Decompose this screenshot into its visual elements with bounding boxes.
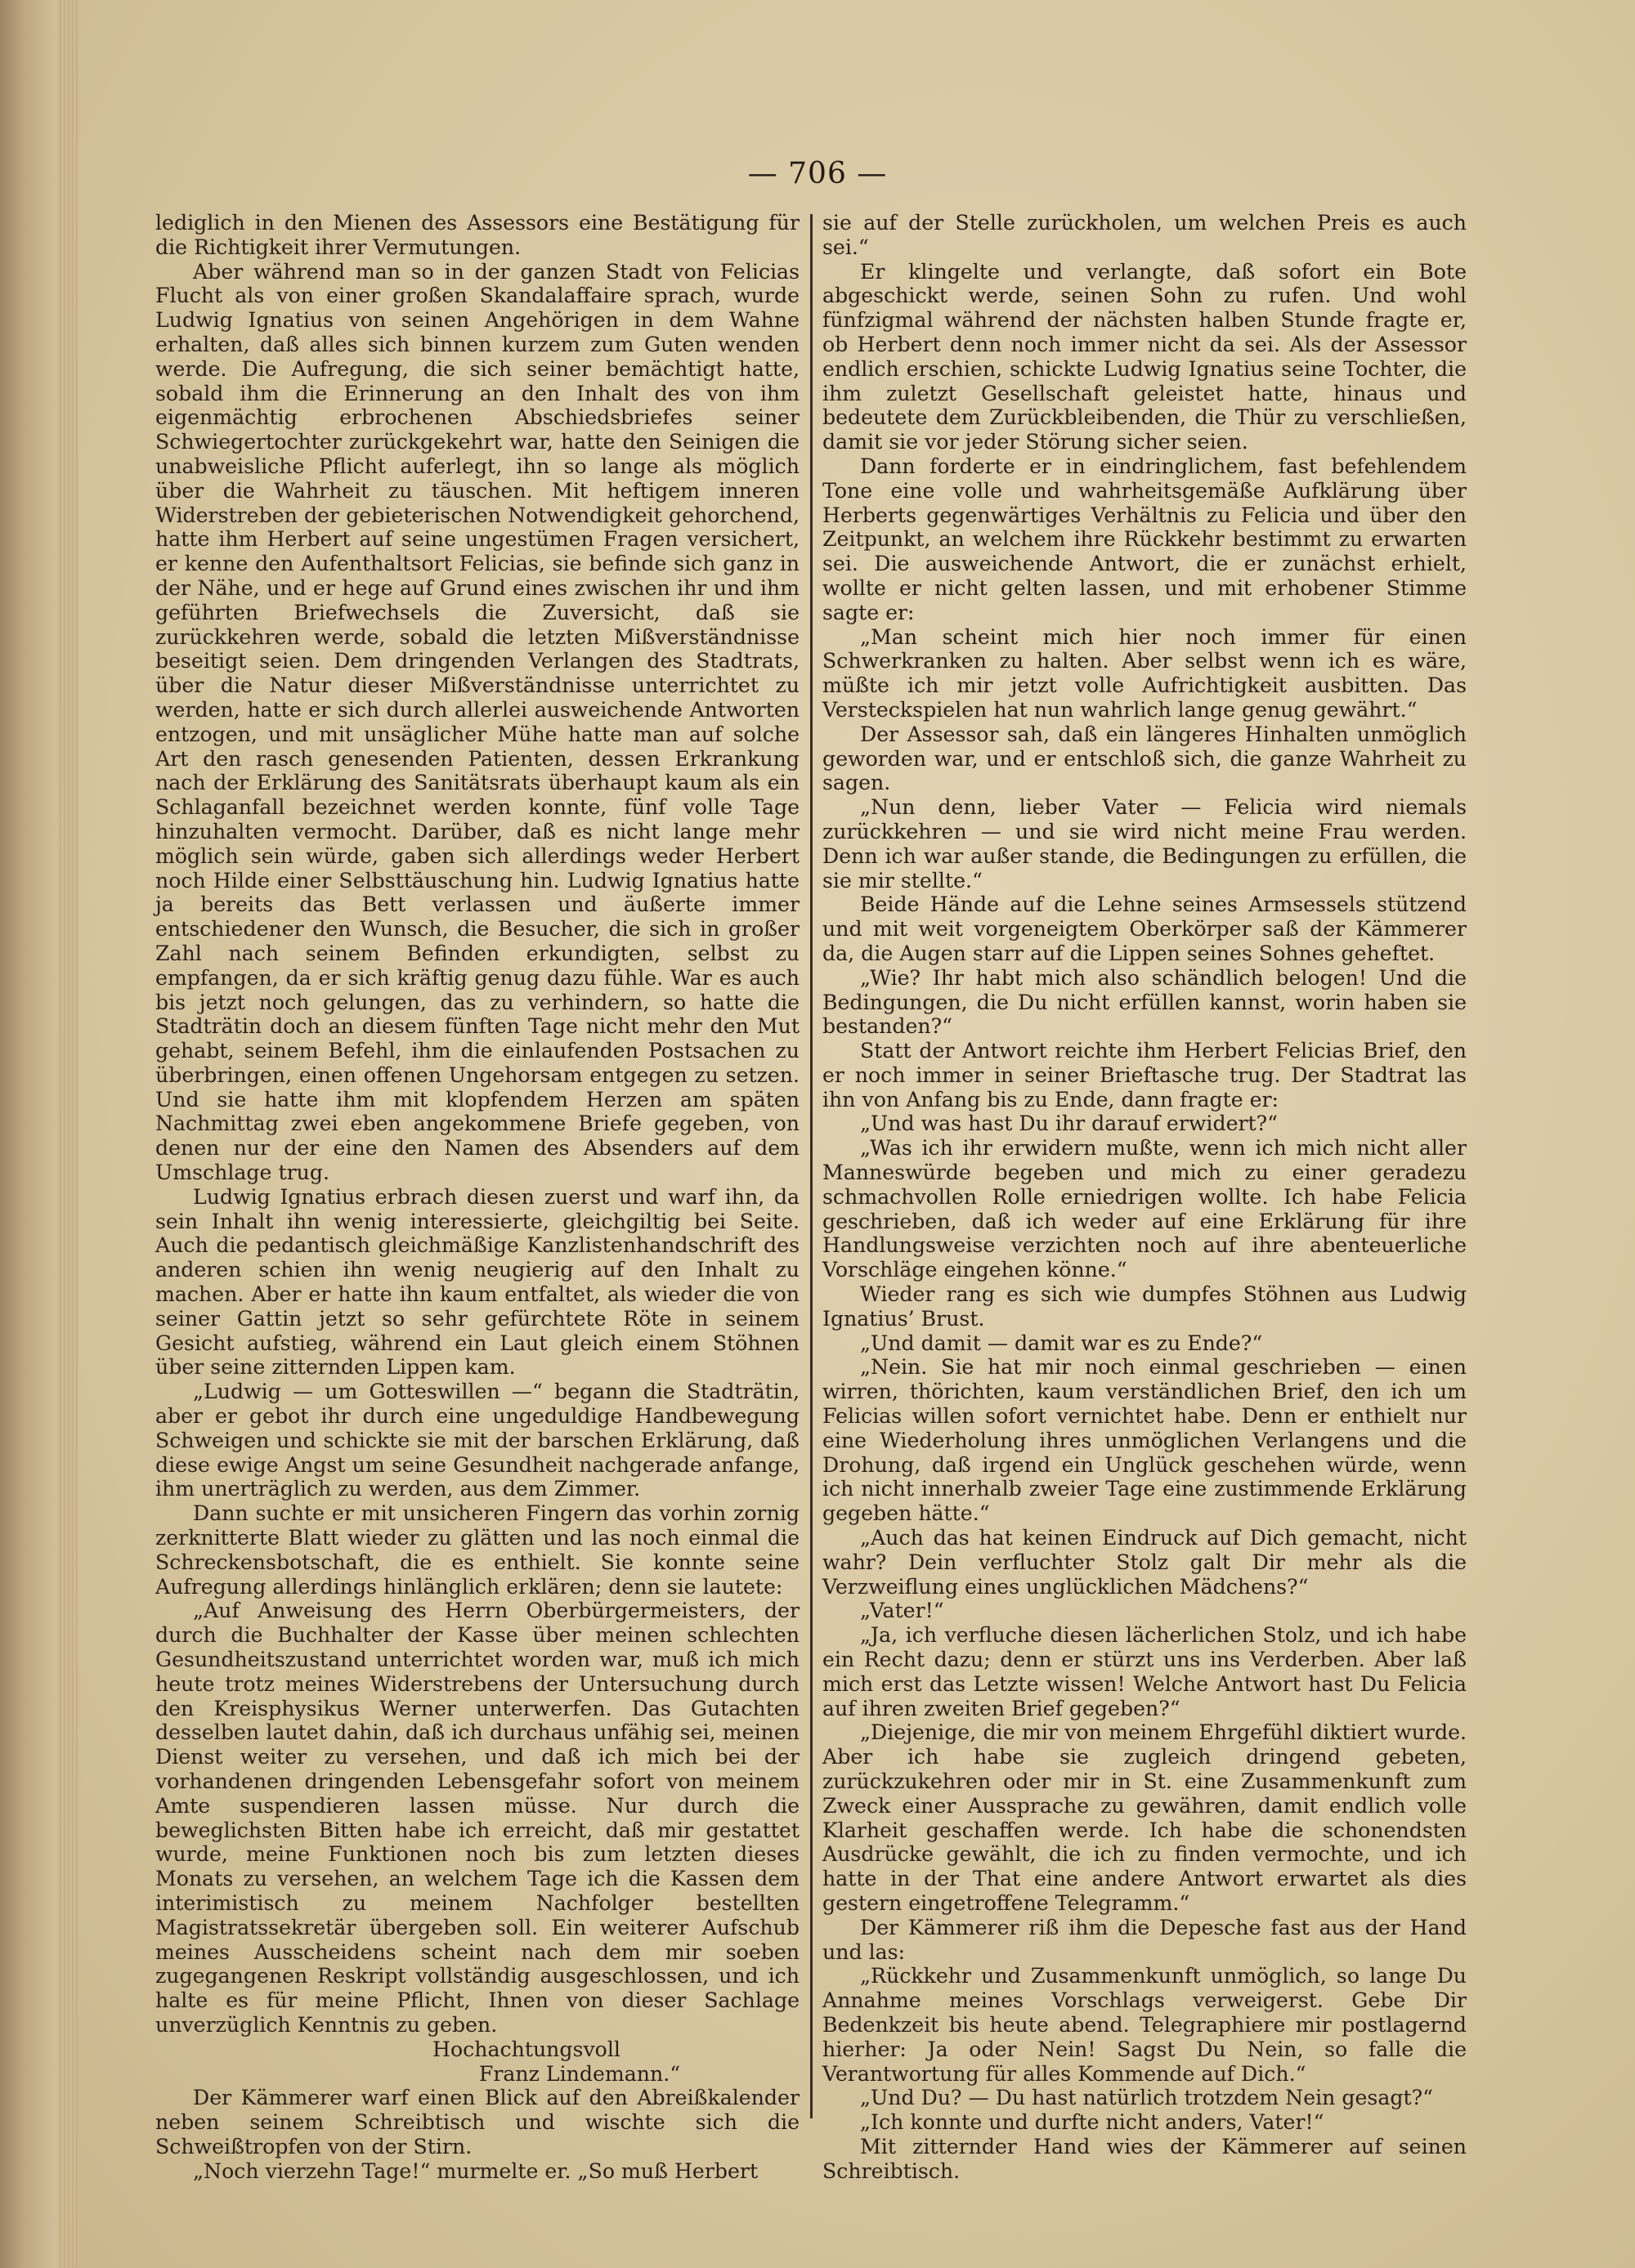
paragraph: Statt der Antwort reichte ihm Herbert Felicias Brief, den er noch immer in seiner Brieftasche trug. Der Stadtrat las ihn von Anfang bis zu Ende, dann fragte er: xyxy=(822,1039,1467,1112)
right-column xyxy=(822,211,1467,2184)
paragraph: Aber während man so in der ganzen Stadt von Felicias Flucht als von einer großen Skandalaffaire sprach, wurde Ludwig Ignatius von seinen Angehörigen in dem Wahne erhalten, daß alles sich binnen kurzem zum Guten wenden werde. Die Aufregung, die sich seiner bemächtigt hatte, sobald ihm die Erinnerung an den Inhalt des von ihm eigenmächtig erbrochenen Abschiedsbriefes seiner Schwiegertochter zurückgekehrt war, hatte den Seinigen die unabweisliche Pflicht auferlegt, ihn so lange als möglich über die Wahrheit zu täuschen. Mit heftigem inneren Widerstreben der gebieterischen Notwendigkeit gehorchend, hatte ihm Herbert auf seine ungestümen Fragen versichert, er kenne den Aufenthaltsort Felicias, sie befinde sich ganz in der Nähe, und er hege auf Grund eines zwischen ihr und ihm geführten Briefwechsels die Zuversicht, daß sie zurückkehren werde, sobald die letzten Mißverständnisse beseitigt seien. Dem dringenden Verlangen des Stadtrats, über die Natur dieser Mißverständnisse unterrichtet zu werden, hatte er sich durch allerlei ausweichende Antworten entzogen, und mit unsäglicher Mühe hatte man auf solche Art den rasch genesenden Patienten, dessen Erkrankung nach der Erklärung des Sanitätsrats überhaupt kaum als ein Schlaganfall bezeichnet werden konnte, fünf volle Tage hinzuhalten vermocht. Darüber, daß es nicht lange mehr möglich sein würde, gaben sich allerdings weder Herbert noch Hilde einer Selbsttäuschung hin. Ludwig Ignatius hatte ja bereits das Bett verlassen und äußerte immer entschiedener den Wunsch, die Besucher, die sich in großer Zahl nach seinem Befinden erkundigten, selbst zu empfangen, da er sich kräftig genug dazu fühle. War es auch bis jetzt noch gelungen, das zu verhindern, so hatte die Stadträtin doch an diesem fünften Tage nicht mehr den Mut gehabt, seinem Befehl, ihm die einlaufenden Postsachen zu überbringen, einen offenen Ungehorsam entgegen zu setzen. Und sie hatte ihm mit klopfendem Herzen am späten Nachmittag zwei eben angekommene Briefe gegeben, von denen nur der eine den Namen des Absenders auf dem Umschlage trug. xyxy=(155,259,800,1185)
paragraph: Wieder rang es sich wie dumpfes Stöhnen aus Ludwig Ignatius’ Brust. xyxy=(822,1282,1467,1331)
letter-text: „Auf Anweisung des Herrn Oberbürgermeisters, der durch die Buchhalter der Kasse über meinen schlechten Gesundheitszustand unterrichtet worden war, muß ich mich heute trotz meines Widerstrebens der Untersuchung durch den Kreisphysikus Werner unterwerfen. Das Gutachten desselben lautet dahin, daß ich durchaus unfähig sei, meinen Dienst weiter zu versehen, und daß ich mich bei der vorhandenen dringenden Lebensgefahr sofort von meinem Amte suspendieren lassen müsse. Nur durch die beweglichsten Bitten habe ich erreicht, daß mir gestattet wurde, meine Funktionen noch bis zum letzten dieses Monats zu versehen, an welchem Tage ich die Kassen dem interimistisch zu meinem Nachfolger bestellten Magistratssekretär übergeben soll. Ein weiterer Aufschub meines Ausscheidens scheint nach dem mir soeben zugegangenen Reskript vollständig ausgeschlossen, und ich halte es für meine Pflicht, Ihnen von dieser Sachlage unverzüglich Kenntnis zu geben. xyxy=(155,1599,800,2037)
paragraph: „Und was hast Du ihr darauf erwidert?“ xyxy=(860,1112,1279,1136)
paragraph: Ludwig Ignatius erbrach diesen zuerst und warf ihn, da sein Inhalt ihn wenig interessierte, gleichgiltig bei Seite. Auch die pedantisch gleichmäßige Kanzlistenhandschrift des anderen schien ihn wenig neugierig auf den Inhalt zu machen. Aber er hatte ihn kaum entfaltet, als wieder die von seiner Gattin jetzt so sehr gefürchtete Röte in seinem Gesicht aufstieg, während ein Laut gleich einem Stöhnen über seine zitternden Lippen kam. xyxy=(155,1184,800,1380)
paragraph: Der Kämmerer warf einen Blick auf den Abreißkalender neben seinem Schreibtisch und wischte sich die Schweißtropfen von der Stirn. xyxy=(155,2086,800,2158)
page-edges xyxy=(57,0,78,2268)
paragraph: „Man scheint mich hier noch immer für einen Schwerkranken zu halten. Aber selbst wenn ich es wäre, müßte ich mir jetzt volle Aufrichtigkeit ausbitten. Das Versteckspielen hat nun wahrlich lange genug gewährt.“ xyxy=(822,624,1467,722)
paragraph: „Vater!“ xyxy=(860,1599,944,1623)
page-number: — 706 — xyxy=(747,157,888,190)
letter-signature: Franz Lindemann.“ xyxy=(478,2061,681,2086)
paragraph: Mit zitternder Hand wies der Kämmerer auf seinen Schreibtisch. xyxy=(822,2134,1467,2183)
paragraph: Der Kämmerer riß ihm die Depesche fast aus der Hand und las: xyxy=(822,1915,1467,1964)
paragraph: Er klingelte und verlangte, daß sofort ein Bote abgeschickt werde, seinen Sohn zu rufen. Und wohl fünfzigmal während der nächsten halben Stunde fragte er, ob Herbert denn noch immer nicht da sei. Als der Assessor endlich erschien, schickte Ludwig Ignatius seine Tochter, die ihm zuletzt Gesellschaft geleistet hatte, hinaus und bedeutete dem Zurückbleibenden, die Thür zu verschließen, damit sie vor jeder Störung sicher seien. xyxy=(822,259,1467,454)
paragraph: „Ludwig — um Gotteswillen —“ begann die Stadträtin, aber er gebot ihr durch eine ungeduldige Handbewegung Schweigen und schickte sie mit der barschen Erklärung, daß diese ewige Angst um seine Gesundheit nachgerade anfange, ihm unerträglich zu werden, aus dem Zimmer. xyxy=(155,1380,800,1501)
paragraph: Beide Hände auf die Lehne seines Armsessels stützend und mit weit vorgeneigtem Oberkörper saß der Kämmerer da, die Augen starr auf die Lippen seines Sohnes geheftet. xyxy=(822,892,1467,965)
paragraph: „Wie? Ihr habt mich also schändlich belogen! Und die Bedingungen, die Du nicht erfüllen kannst, worin haben sie bestanden?“ xyxy=(822,965,1467,1039)
paragraph: „Nun denn, lieber Vater — Felicia wird niemals zurückkehren — und sie wird nicht meine Frau werden. Denn ich war außer stande, die Bedingungen zu erfüllen, die sie mir stellte.“ xyxy=(822,795,1467,892)
paragraph: „Und Du? — Du hast natürlich trotzdem Nein gesagt?“ xyxy=(860,2086,1433,2110)
paragraph: „Ich konnte und durfte nicht anders, Vater!“ xyxy=(860,2110,1324,2135)
book-binding xyxy=(0,0,57,2268)
paragraph: Der Assessor sah, daß ein längeres Hinhalten unmöglich geworden war, und er entschloß sich, die ganze Wahrheit zu sagen. xyxy=(822,722,1467,795)
paragraph: lediglich in den Mienen des Assessors eine Bestätigung für die Richtigkeit ihrer Vermutungen. xyxy=(155,211,800,259)
paragraph: „Nein. Sie hat mir noch einmal geschrieben — einen wirren, thörichten, kaum verständlichen Brief, den ich um Felicias willen sofort vernichtet habe. Denn er enthielt nur eine Wiederholung ihres unmöglichen Verlangens und die Drohung, daß irgend ein Unglück geschehen würde, wenn ich nicht innerhalb zweier Tage eine zustimmende Erklärung gegeben hätte.“ xyxy=(822,1355,1467,1526)
telegram-text: „Rückkehr und Zusammenkunft unmöglich, so lange Du Annahme meines Vorschlags verweigerst. Gebe Dir Bedenkzeit bis heute abend. Telegraphiere mir postlagernd hierher: Ja oder Nein! Sagst Du Nein, so falle die Verantwortung für alles Kommende auf Dich.“ xyxy=(822,1964,1467,2086)
paragraph: „Und damit — damit war es zu Ende?“ xyxy=(860,1331,1263,1355)
paragraph: „Diejenige, die mir von meinem Ehrgefühl diktiert wurde. Aber ich habe sie zugleich dringend gebeten, zurückzukehren oder mir in St. eine Zusammenkunft zum Zweck einer Aussprache zu gewähren, damit endlich volle Klarheit geschaffen werde. Ich habe die schonendsten Ausdrücke gewählt, die ich zu finden vermochte, und ich hatte in der That eine andere Antwort erwartet als dies gestern eingetroffene Telegramm.“ xyxy=(822,1720,1467,1915)
paragraph: „Was ich ihr erwidern mußte, wenn ich mich nicht aller Manneswürde begeben und mich zu einer geradezu schmachvollen Rolle erniedrigen wollte. Ich habe Felicia geschrieben, daß ich weder auf eine Erklärung für ihre Handlungsweise verzichten noch auf ihre abenteuerliche Vorschläge eingehen könne.“ xyxy=(822,1136,1467,1282)
letter-closing: Hochachtungsvoll xyxy=(432,2037,620,2061)
paragraph: „Noch vierzehn Tage!“ murmelte er. „So muß Herbert xyxy=(193,2158,759,2183)
paragraph: Dann forderte er in eindringlichem, fast befehlendem Tone eine volle und wahrheitsgemäße Aufklärung über Herberts gegenwärtiges Verhältnis zu Felicia und über den Zeitpunkt, an welchem ihre Rückkehr bestimmt zu erwarten sei. Die ausweichende Antwort, die er zunächst erhielt, wollte er nicht gelten lassen, und mit erhobener Stimme sagte er: xyxy=(822,454,1467,624)
paragraph: „Ja, ich verfluche diesen lächerlichen Stolz, und ich habe ein Recht dazu; denn er stürzt uns ins Verderben. Aber laß mich erst das Letzte wissen! Welche Antwort hast Du Felicia auf ihren zweiten Brief gegeben?“ xyxy=(822,1623,1467,1720)
column-divider xyxy=(810,214,813,2118)
paragraph: „Auch das hat keinen Eindruck auf Dich gemacht, nicht wahr? Dein verfluchter Stolz galt Dir mehr als die Verzweiflung eines unglücklichen Mädchens?“ xyxy=(822,1526,1467,1599)
paragraph: Dann suchte er mit unsicheren Fingern das vorhin zornig zerknitterte Blatt wieder zu glätten und las noch einmal die Schreckensbotschaft, die es enthielt. Sie konnte seine Aufregung allerdings hinlänglich erklären; denn sie lautete: xyxy=(155,1501,800,1599)
paragraph: sie auf der Stelle zurückholen, um welchen Preis es auch sei.“ xyxy=(822,211,1467,259)
left-column xyxy=(155,211,800,2184)
